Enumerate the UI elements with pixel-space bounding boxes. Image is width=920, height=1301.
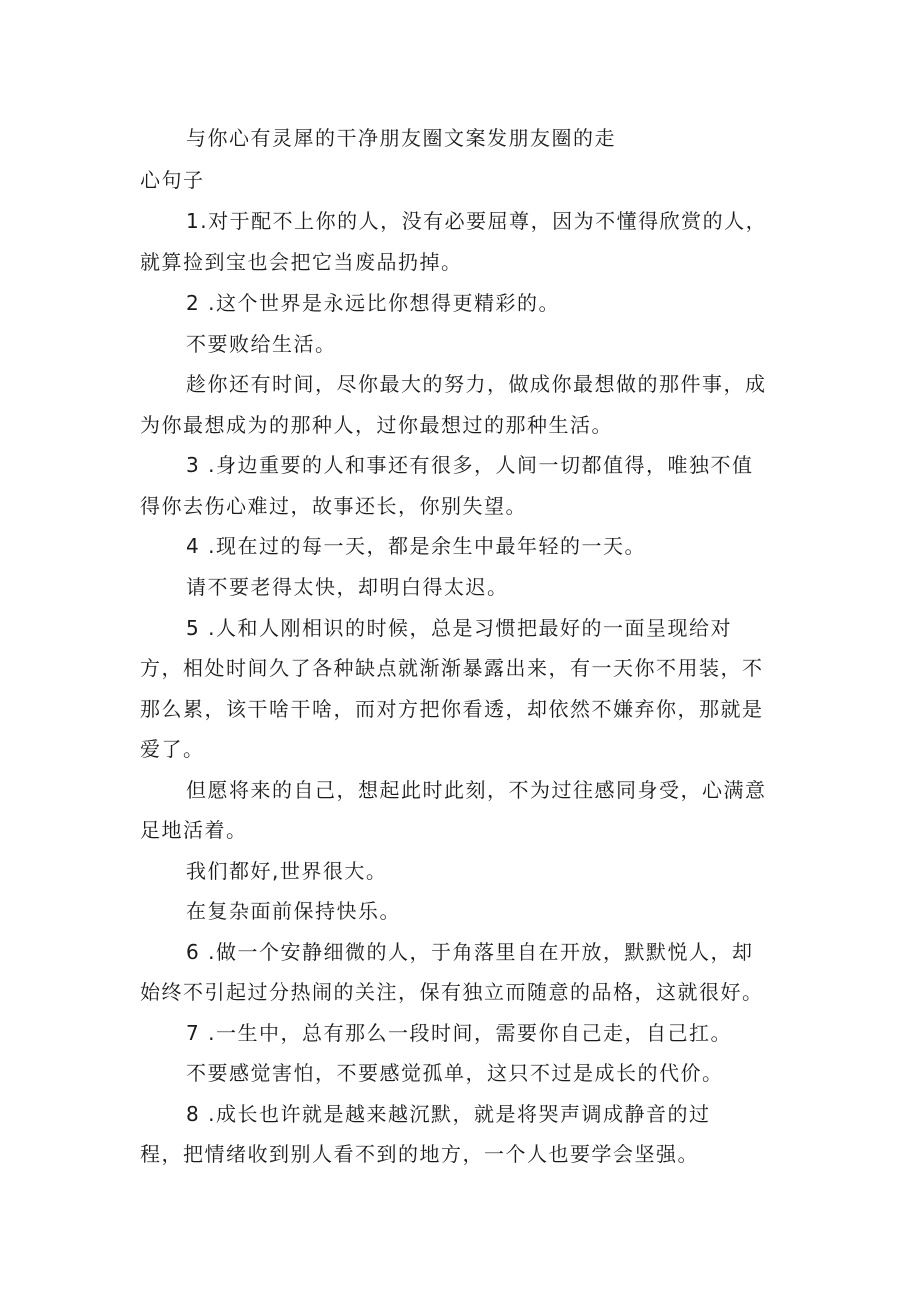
text-line: 那么累，该干啥干啥，而对方把你看透，却依然不嫌弃你，那就是 [140, 697, 764, 721]
text-line: 3 .身边重要的人和事还有很多，人间一切都值得，唯独不值 [186, 453, 754, 477]
text-line: 得你去伤心难过，故事还长，你别失望。 [140, 494, 527, 518]
text-line: 6 .做一个安静细微的人，于角落里自在开放，默默悦人，却 [186, 940, 754, 964]
text-line: 我们都好,世界很大。 [186, 859, 388, 883]
text-line: 爱了。 [140, 737, 205, 761]
text-line: 7 .一生中，总有那么一段时间，需要你自己走，自己扛。 [186, 1021, 732, 1045]
text-line: 4 .现在过的每一天，都是余生中最年轻的一天。 [186, 534, 646, 558]
text-line: 8 .成长也许就是越来越沉默，就是将哭声调成静音的过 [186, 1102, 711, 1126]
text-line: 程，把情绪收到别人看不到的地方，一个人也要学会坚强。 [140, 1142, 699, 1166]
text-line: 但愿将来的自己，想起此时此刻，不为过往感同身受，心满意 [186, 778, 767, 802]
text-line: 足地活着。 [140, 818, 248, 842]
text-line: 1.对于配不上你的人，没有必要屈尊，因为不懂得欣赏的人， [186, 209, 768, 233]
text-line: 5 .人和人刚相识的时候，总是习惯把最好的一面呈现给对 [186, 616, 732, 640]
text-line: 不要感觉害怕，不要感觉孤单，这只不过是成长的代价。 [186, 1061, 724, 1085]
text-line: 为你最想成为的那种人，过你最想过的那种生活。 [140, 413, 613, 437]
text-line: 请不要老得太快，却明白得太迟。 [186, 575, 509, 599]
text-line: 始终不引起过分热闹的关注，保有独立而随意的品格，这就很好。 [140, 980, 764, 1004]
text-line: 2 .这个世界是永远比你想得更精彩的。 [186, 291, 560, 315]
text-line: 不要败给生活。 [186, 332, 337, 356]
title-line-2: 心句子 [140, 168, 205, 192]
text-line: 趁你还有时间，尽你最大的努力，做成你最想做的那件事，成 [186, 372, 767, 396]
text-line: 方，相处时间久了各种缺点就渐渐暴露出来，有一天你不用装，不 [140, 656, 764, 680]
title-line-1: 与你心有灵犀的干净朋友圈文案发朋友圈的走 [186, 126, 616, 150]
text-line: 就算捡到宝也会把它当废品扔掉。 [140, 250, 463, 274]
text-line: 在复杂面前保持快乐。 [186, 899, 401, 923]
